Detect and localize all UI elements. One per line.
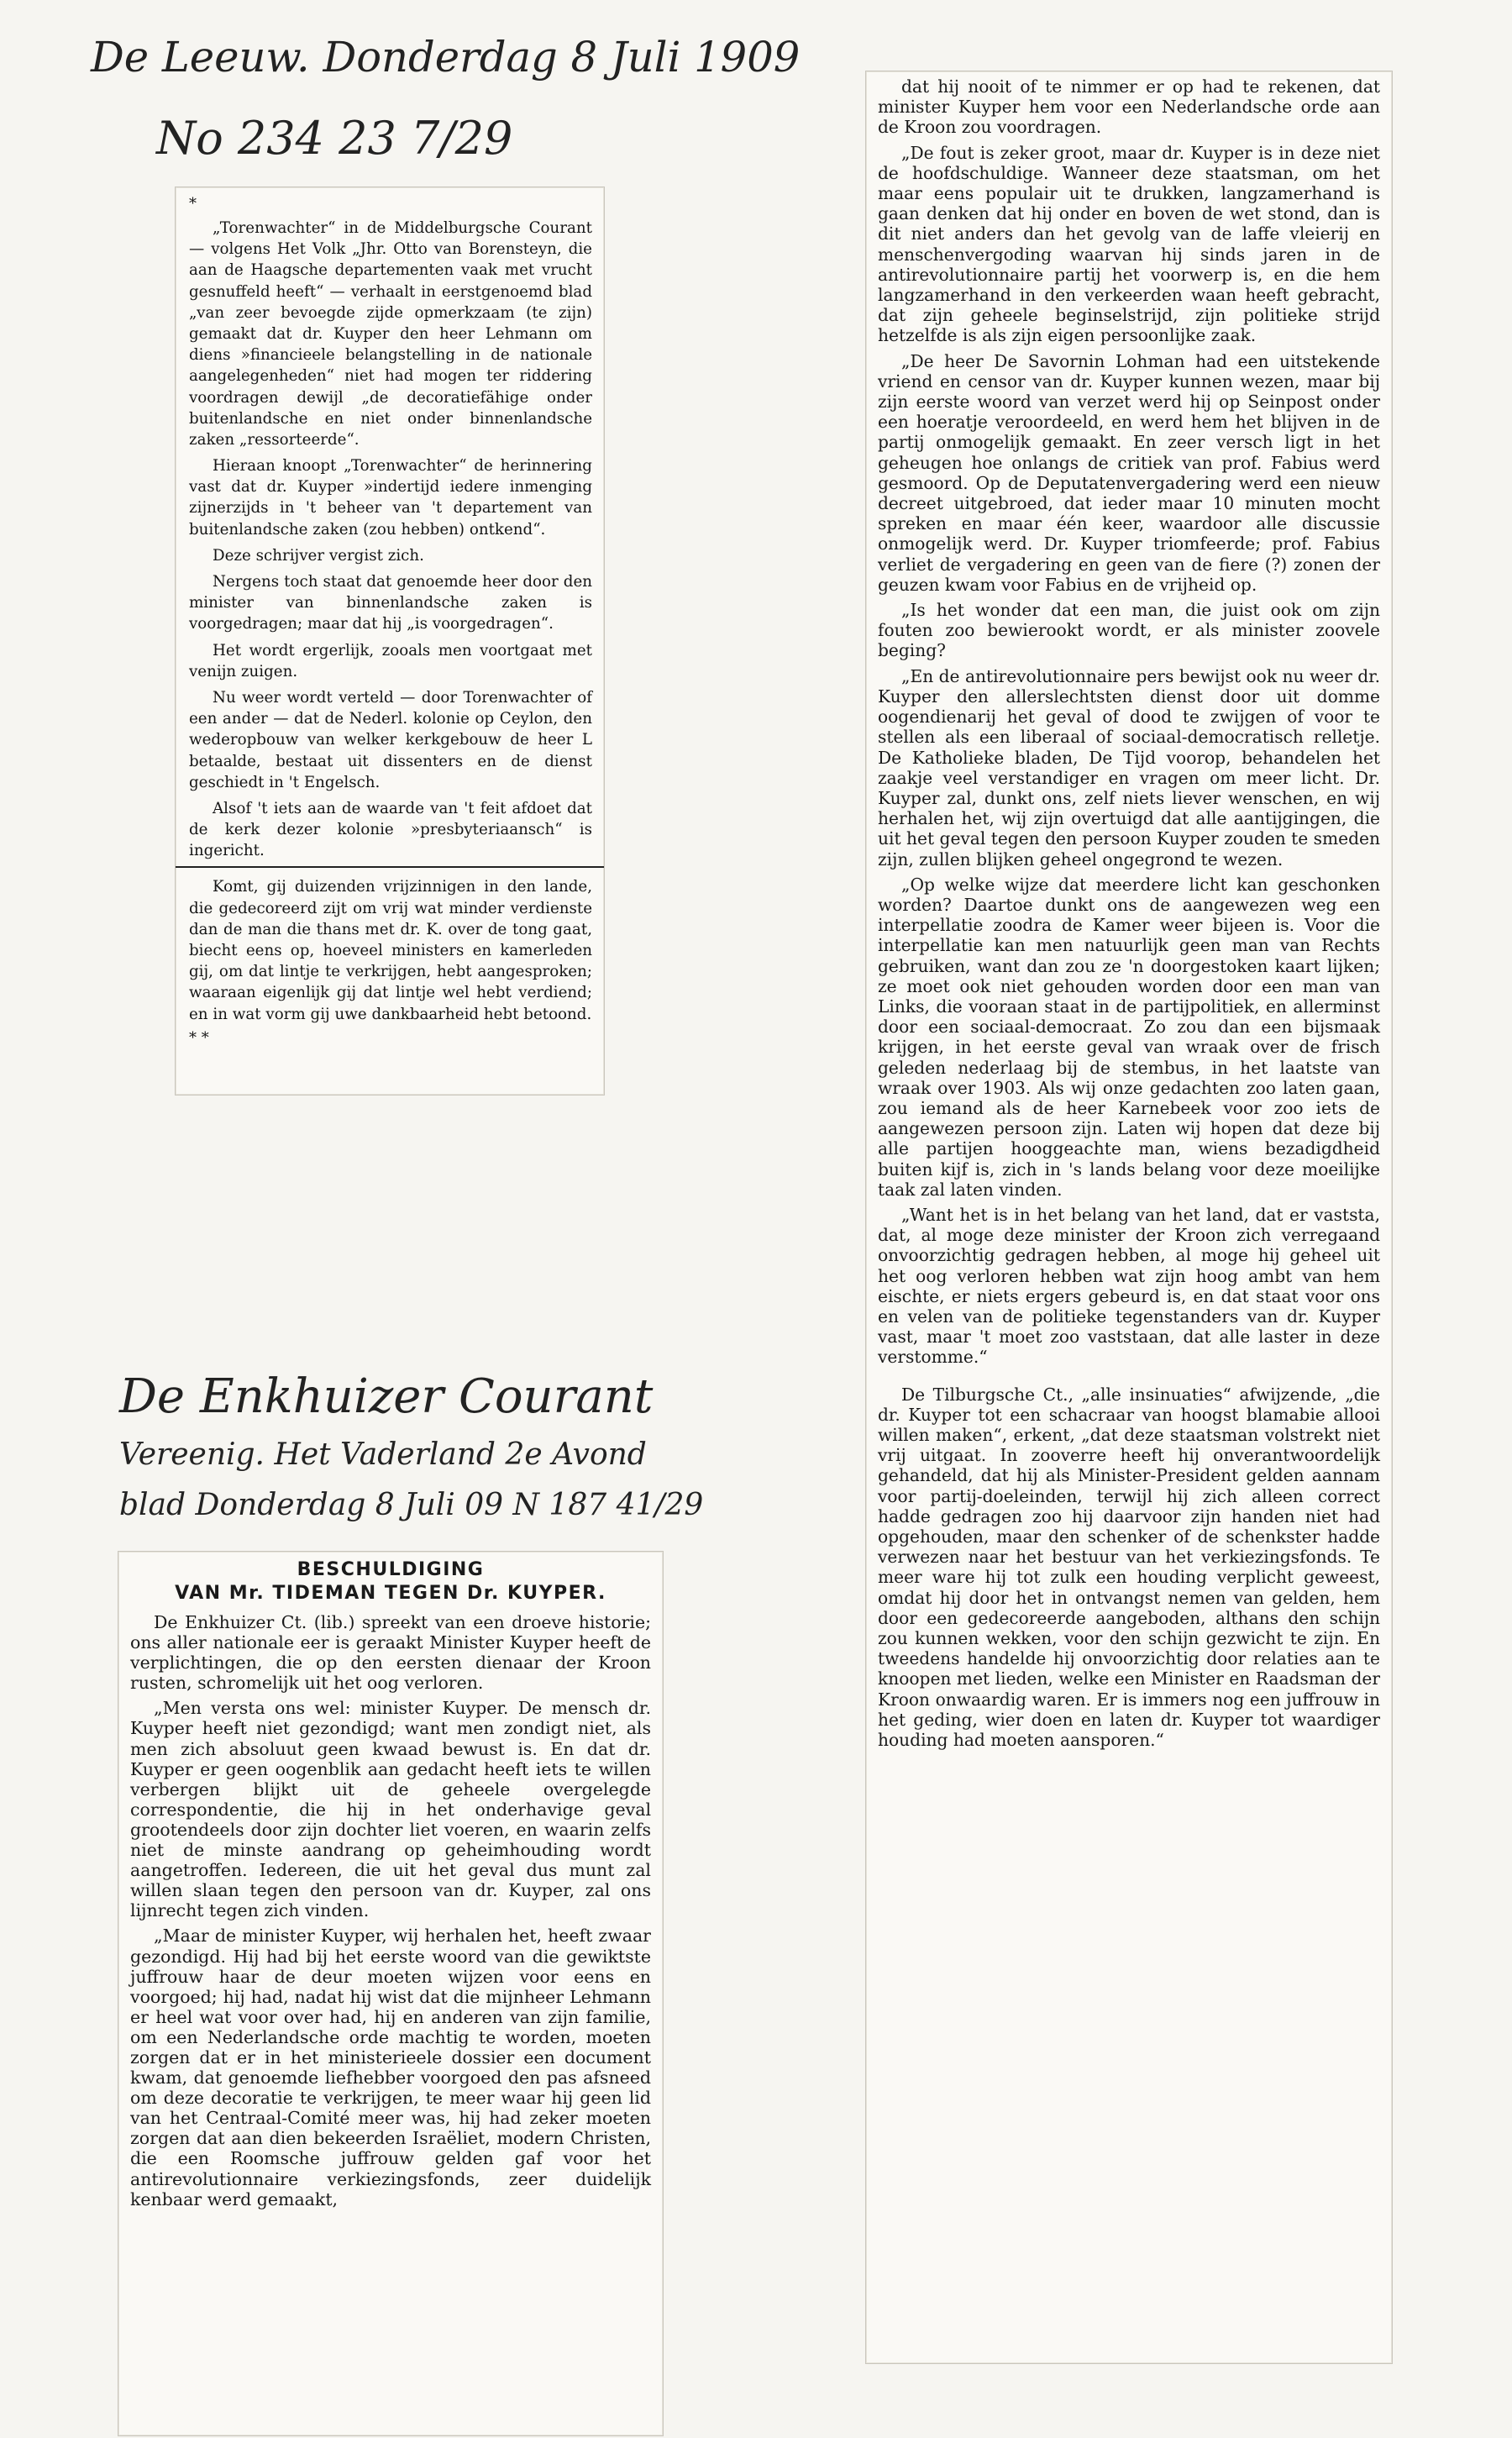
handwritten-header-line2: No 234 23 7/29: [156, 112, 513, 165]
handwritten-header-line1: De Leeuw. Donderdag 8 Juli 1909: [91, 33, 801, 81]
article-paragraph: Alsof 't iets aan de waarde van 't feit afdoet dat de kerk dezer kolonie »presbyteriaansch“ is ingericht.: [189, 799, 592, 860]
clipping-beschuldiging-continued: [865, 71, 1393, 2364]
clipping-beschuldiging: [118, 1551, 664, 2436]
article-paragraph: De Tilburgsche Ct., „alle insinuaties“ afwijzende, „die dr. Kuyper tot een schacraar van hoogst blamabie allooi willen maken“, erkent, „dat deze staatsman volstrekt niet vrij uitgaat. In zooverre heeft hij onverantwoordelijk gehandeld, dat hij als Minister-President gelden aannam voor partij-doeleinden, terwijl hij zich alleen correct hadde gedragen zoo hij daarvoor zijn handen niet had opgehouden, maar den schenker of de schenkster hadde verwezen naar het bestuur van het verkiezingsfonds. Te meer ware hij tot zulk een houding verplicht geweest, omdat hij door het in ontvangst nemen van gelden, hem door een gedecoreerde aangeboden, althans den schijn zou kunnen wekken, voor den schijn gezwicht te zijn. En tweedens handelde hij onvoorzichtig door relaties aan te knoopen met lieden, welke een Minister en Raadsman der Kroon onwaardig waren. Er is immers nog een juffrouw in het geding, wier doen en laten dr. Kuyper tot waardiger houding had moeten aansporen.“: [878, 1384, 1380, 1751]
handwritten-source-line3: blad Donderdag 8 Juli 09 N 187 41/29: [119, 1488, 704, 1522]
clipping-divider: [176, 866, 604, 868]
article-paragraph: „En de antirevolutionnaire pers bewijst ook nu weer dr. Kuyper den allerslechtsten dienst door uit domme oogendienarij het geval of dood te zwijgen of voor te stellen als een liberaal of sociaal-democratisch relletje. De Katholieke bladen, De Tijd voorop, behandelen het zaakje veel verstandiger en vragen om meer licht. Dr. Kuyper zal, dunkt ons, zelf niets liever wenschen, en wij herhalen het, wij zijn overtuigd dat alle aantijgingen, die uit het geval tegen den persoon Kuyper zouden te smeden zijn, zullen blijken geheel ongegrond te wezen.: [878, 665, 1380, 870]
separator-stars: * *: [189, 1028, 209, 1047]
article-paragraph: „Op welke wijze dat meerdere licht kan geschonken worden? Daartoe dunkt ons de aangewezen weg een interpellatie zoodra de Kamer weer bijeen is. Voor die interpellatie kan men natuurlijk geen man van Rechts gebruiken, want dan zou ze 'n doorgestoken kaart lijken; ze moet ook niet gehouden worden door een man van Links, die vooraan staat in de partijpolitiek, en allerminst door een sociaal-democraat. Zo zou dan een bijsmaak krijgen, in het eerste geval van wraak over de frisch geleden nederlaag bij de stembus, in het laatste van wraak over 1903. Als wij onze gedachten zoo laten gaan, zou iemand als de heer Karnebeek voor zoo iets de aangewezen persoon zijn. Laten wij hopen dat deze bij alle partijen hooggeachte man, wiens bezadigdheid buiten kijf is, zich in 's lands belang voor deze moeilijke taak zal laten vinden.: [878, 874, 1380, 1200]
article-paragraph: „Men versta ons wel: minister Kuyper. De mensch dr. Kuyper heeft niet gezondigd; want men zondigt niet, als men zich absoluut geen kwaad bewust is. En dat dr. Kuyper er geen oogenblik aan gedacht heeft iets te willen verbergen blijkt uit de geheele overgelegde correspondentie, die hij in het onderhavige geval grootendeels door zijn dochter liet voeren, en waarin zelfs niet de minste aandrang op geheimhouding wordt aangetroffen. Iedereen, die uit het geval dus munt zal willen slaan tegen den persoon van dr. Kuyper, zal ons lijnrecht tegen zich vinden.: [130, 1698, 651, 1921]
article-paragraph: Het wordt ergerlijk, zooals men voortgaat met venijn zuigen.: [189, 641, 592, 680]
clipping-torenwachter: [175, 187, 605, 1096]
article-paragraph: „De fout is zeker groot, maar dr. Kuyper is in deze niet de hoofdschuldige. Wanneer deze staatsman, om het maar eens populair uit te drukken, langzamerhand is gaan denken dat hij onder en boven de wet stond, dan is dit niet anders dan het gevolg van de laffe vleierij en menschenvergoding waarvan hij sinds jaren in de antirevolutionnaire partij het voorwerp is, en die hem langzamerhand in den verkeerden waan heeft gebracht, dat zijn geheele beginselstrijd, zijn politieke strijd hetzelfde is als zijn eigen persoonlijke zaak.: [878, 142, 1380, 346]
article-paragraph: „Torenwachter“ in de Middelburgsche Courant — volgens Het Volk „Jhr. Otto van Borensteyn, die aan de Haagsche departementen vaak met vrucht gesnuffeld heeft“ — verhaalt in eerstgenoemd blad „van zeer bevoegde zijde opmerkzaam (te zijn) gemaakt dat dr. Kuyper den heer Lehmann om diens »financieele belangstelling in de nationale aangelegenheden“ niet had mogen ter riddering voordragen dewijl „de decoratiefähige onder buitenlandsche en niet onder binnenlandsche zaken „ressorteerde“.: [189, 219, 592, 449]
handwritten-source-line1: De Enkhuizer Courant: [119, 1369, 654, 1424]
article-paragraph: dat hij nooit of te nimmer er op had te rekenen, dat minister Kuyper hem voor een Nederlandsche orde aan de Kroon zou voordragen.: [878, 76, 1380, 138]
separator-star: *: [189, 195, 197, 213]
article-paragraph: Deze schrijver vergist zich.: [213, 546, 424, 565]
article-paragraph: De Enkhuizer Ct. (lib.) spreekt van een droeve historie; ons aller nationale eer is geraakt Minister Kuyper heeft de verplichtingen, die op den eersten dienaar der Kroon rusten, schromelijk uit het oog verloren.: [130, 1612, 651, 1694]
article-paragraph: Komt, gij duizenden vrijzinnigen in den lande, die gedecoreerd zijt om vrij wat minder verdienste dan de man die thans met dr. K. over de tong gaat, biecht eens op, hoeveel ministers en kamerleden gij, om dat lintje te verkrijgen, hebt aangesproken; waaraan eigenlijk gij dat lintje wel hebt verdiend; en in wat vorm gij uwe dankbaarheid hebt betoond.: [189, 878, 592, 1023]
article-paragraph: Nergens toch staat dat genoemde heer door den minister van binnenlandsche zaken is voorgedragen; maar dat hij „is voorgedragen“.: [189, 573, 592, 633]
article-paragraph: „Maar de minister Kuyper, wij herhalen het, heeft zwaar gezondigd. Hij had bij het eerste woord van die gewiktste juffrouw haar de deur moeten wijzen voor eens en voorgoed; hij had, nadat hij wist dat die mijnheer Lehmann er heel wat voor over had, hij en anderen van zijn familie, om een Nederlandsche orde machtig te worden, moeten zorgen dat er in het ministerieele dossier een document kwam, dat genoemde liefhebber voorgoed den pas afsneed om deze decoratie te verkrijgen, te meer waar hij geen lid van het Centraal-Comité meer was, hij had zeker moeten zorgen dat aan dien bekeerden Israëliet, modern Christen, die een Roomsche juffrouw gelden gaf voor het antirevolutionnaire verkiezingsfonds, zeer duidelijk kenbaar werd gemaakt,: [130, 1926, 651, 2209]
article-paragraph: Nu weer wordt verteld — door Torenwachter of een ander — dat de Nederl. kolonie op Ceylon, den wederopbouw van welker kerkgebouw de heer L betaalde, bestaat uit dissenters en de dienst geschiedt in 't Engelsch.: [189, 688, 592, 791]
handwritten-source-line2: Vereenig. Het Vaderland 2e Avond: [119, 1437, 647, 1472]
article-paragraph: „De heer De Savornin Lohman had een uitstekende vriend en censor van dr. Kuyper kunnen wezen, maar bij zijn eerste woord van verzet werd hij op Seinpost onder een hoeratje veroordeeld, en werd hem het blijven in de partij onmogelijk gemaakt. En zeer versch ligt in het geheugen hoe onlangs de critiek van prof. Fabius werd gesmoord. Op de Deputatenvergadering werd een nieuw decreet uitgebroed, dat ieder maar 10 minuten mocht spreken en maar één keer, waardoor alle discussie onmogelijk werd. Dr. Kuyper triomfeerde; prof. Fabius verliet de vergadering en geen van de fiere (?) zonen der geuzen kwam voor Fabius en de vrijheid op.: [878, 350, 1380, 595]
article-paragraph: Hieraan knoopt „Torenwachter“ de herinnering vast dat dr. Kuyper »indertijd iedere inmenging zijnerzijds in 't beheer van 't departement van buitenlandsche zaken (zou hebben) ontkend“.: [189, 457, 592, 539]
article-paragraph: „Want het is in het belang van het land, dat er vaststa, dat, al moge deze minister der Kroon zich verregaand onvoorzichtig gedragen hebben, al moge hij geheel uit het oog verloren hebben wat zijn hoog ambt van hem eischte, er niets ergers gebeurd is, en dat staat voor ons en velen van de politieke tegenstanders van dr. Kuyper vast, maar 't moet zoo vaststaan, dat alle laster in deze verstomme.“: [878, 1204, 1380, 1368]
article-paragraph: „Is het wonder dat een man, die juist ook om zijn fouten zoo bewierookt wordt, er als minister zoovele beging?: [878, 600, 1380, 661]
article-headline: BESCHULDIGING VAN Mr. TIDEMAN TEGEN Dr. KUYPER.: [175, 1559, 606, 1604]
